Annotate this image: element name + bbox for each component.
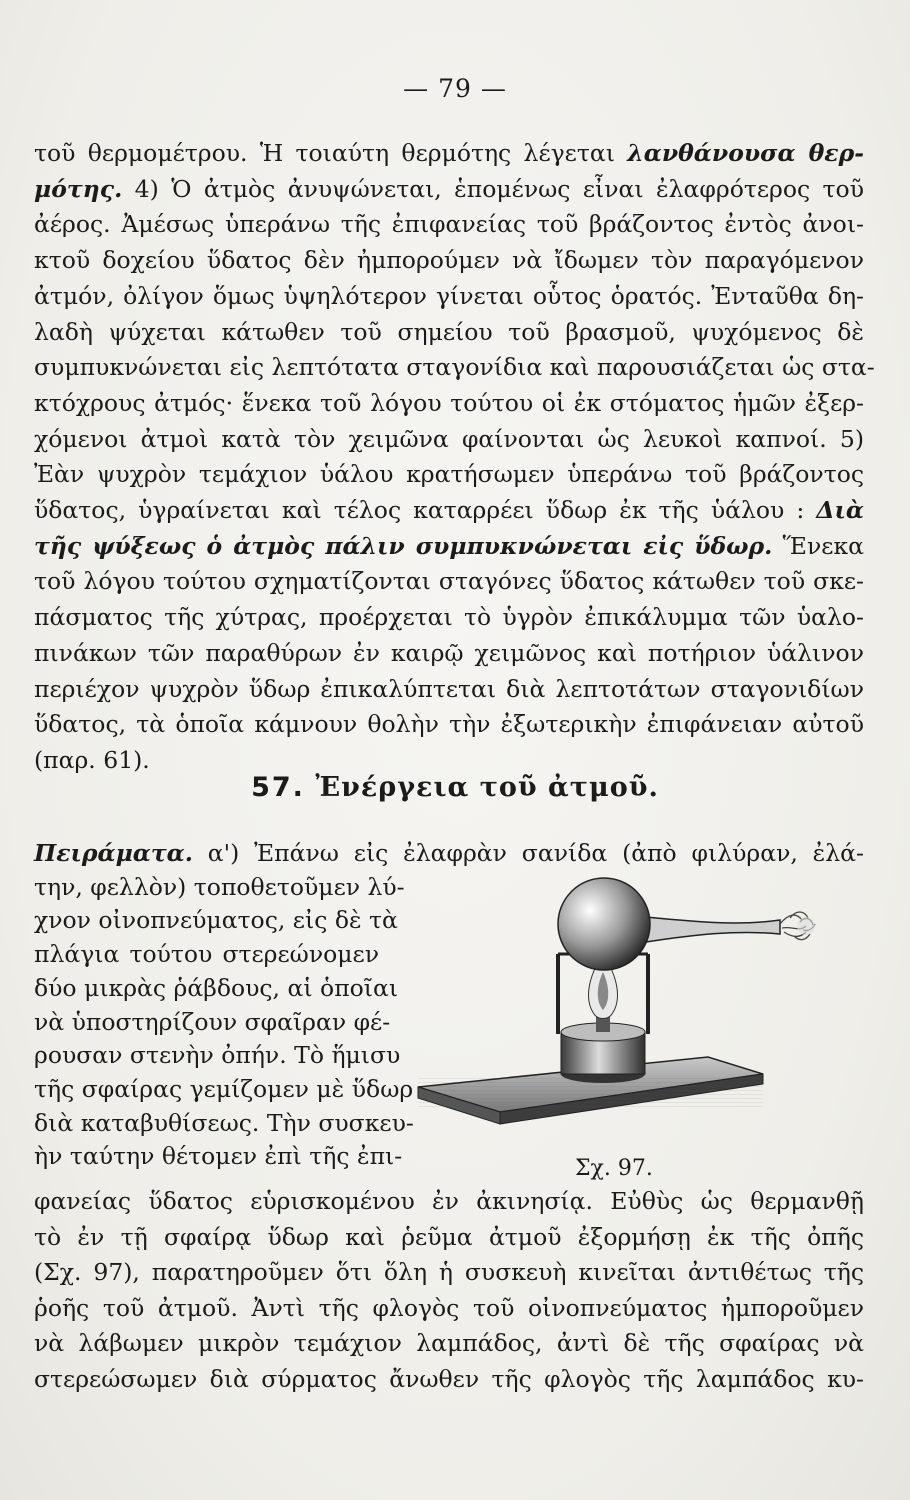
bottom-lines-text-line	[34, 1293, 864, 1323]
top-lines-text-line	[34, 566, 864, 596]
text-run: τῆς σφαίρας γεμίζομεν μὲ ὕδωρ	[34, 1074, 414, 1103]
top-lines-text-line	[34, 245, 864, 275]
text-run: ὴν ταύτην θέτομεν ἐπὶ τῆς ἐπι-	[34, 1142, 403, 1171]
text-run: (παρ. 61).	[34, 745, 150, 774]
emphasized-term: λανθάνουσα θερ-	[627, 139, 864, 167]
top-lines-text-line	[34, 638, 864, 668]
emphasized-term: τῆς ψύξεως ὁ ἀτμὸς πάλιν συμπυκνώνεται εἰς ὕδωρ.	[34, 531, 773, 560]
experiment-lines-text-line	[34, 1141, 403, 1171]
top-lines-text-line	[34, 495, 864, 525]
text-run: στερεώσωμεν διὰ σύρματος ἄνωθεν τῆς φλογὸς τῆς λαμπάδος κυ-	[34, 1364, 864, 1393]
top-lines-text-line	[34, 174, 864, 204]
text-run: Ἕνεκα	[772, 531, 864, 560]
text-run: (Σχ. 97), παρατηροῦμεν ὅτι ὅλη ἡ συσκευὴ κινεῖται ἀντιθέτως τῆς	[34, 1258, 864, 1286]
section-heading	[0, 772, 910, 803]
text-run: φανείας ὕδατος εὑρισκομένου ἐν ἀκινησίᾳ. Εὐθὺς ὡς θερμανθῇ	[34, 1187, 864, 1215]
experiment-lines-text-line	[34, 1108, 414, 1138]
figure-97-steam-reaction-apparatus	[408, 862, 838, 1152]
experiment-lines-text-line	[34, 905, 398, 935]
top-lines-text-line	[34, 459, 864, 489]
text-run: κτόχρους ἀτμός· ἕνεκα τοῦ λόγου τούτου οἱ ἐκ στόματος ἡμῶν ἐξερ-	[34, 388, 864, 417]
text-run: ὕδατος, ὑγραίνεται καὶ τέλος καταρρέει ὕδωρ ἐκ τῆς ὑάλου :	[34, 496, 817, 524]
text-run: τὸ ἐν τῇ σφαίρᾳ ὕδωρ καὶ ῥεῦμα ἀτμοῦ ἐξορμήσῃ ἐκ τῆς ὀπῆς	[34, 1222, 864, 1251]
top-lines-text-line	[34, 709, 864, 739]
text-run: πάσματος τῆς χύτρας, προέρχεται τὸ ὑγρὸν ἐπικάλυμμα τῶν ὑαλο-	[34, 603, 864, 632]
experiment-lines-text-line	[34, 973, 399, 1003]
page-number: — 79 —	[403, 74, 507, 103]
text-run: ἀτμόν, ὀλίγον ὅμως ὑψηλότερον γίνεται οὗτος ὁρατός. Ἐνταῦθα δη-	[34, 281, 864, 310]
top-lines-text-line	[34, 352, 875, 382]
top-lines-text-line	[34, 424, 864, 454]
top-lines-text-line	[34, 531, 864, 561]
text-run: α') Ἐπάνω εἰς ἐλαφρὰν σανίδα (ἀπὸ φιλύραν, ἐλά-	[192, 839, 864, 867]
experiment-lines-text-line	[34, 939, 379, 969]
text-run: ῥοῆς τοῦ ἀτμοῦ. Ἀντὶ τῆς φλογὸς τοῦ οἰνοπνεύματος ἠμποροῦμεν	[34, 1293, 864, 1322]
text-run: πινάκων τῶν παραθύρων ἐν καιρῷ χειμῶνος καὶ ποτήριον ὑάλινον	[34, 638, 864, 667]
text-run: χόμενοι ἀτμοὶ κατὰ τὸν χειμῶνα φαίνονται ὡς λευκοὶ καπνοί. 5)	[34, 424, 864, 453]
text-run: διὰ καταβυθίσεως. Τὴν συσκευ-	[34, 1108, 414, 1137]
top-lines-text-line	[34, 602, 864, 632]
text-run: ρουσαν στενὴν ὀπήν. Τὸ ἥμισυ	[34, 1041, 401, 1070]
top-lines-text-line	[34, 138, 864, 168]
emphasized-term: μότης.	[34, 174, 123, 203]
emphasized-term: Διὰ	[816, 496, 864, 524]
text-run: την, φελλὸν) τοποθετοῦμεν λύ-	[34, 872, 405, 901]
top-lines-text-line	[34, 745, 864, 775]
bottom-lines-text-line	[34, 1186, 864, 1216]
top-lines-text-line	[34, 209, 864, 239]
text-run: κτοῦ δοχείου ὕδατος δὲν ἠμπορούμεν νὰ ἴδωμεν τὸν παραγόμενον	[34, 246, 864, 275]
top-lines-text-line	[34, 388, 864, 418]
bottom-lines-text-line	[34, 1257, 864, 1287]
bottom-lines-text-line	[34, 1364, 864, 1394]
section-number: 57.	[251, 772, 305, 803]
top-lines-text-line	[34, 281, 864, 311]
text-run: νὰ ὑποστηρίζουν σφαῖραν φέ-	[34, 1007, 391, 1036]
text-run: δύο μικρὰς ῥάβδους, αἱ ὁποῖαι	[34, 973, 399, 1002]
text-run: τοῦ θερμομέτρου. Ἡ τοιαύτη θερμότης λέγεται	[34, 139, 628, 167]
section-title: Ἐνέργεια τοῦ ἀτμοῦ.	[315, 772, 659, 803]
text-run: περιέχον ψυχρὸν ὕδωρ ἐπικαλύπτεται διὰ λεπτοτάτων σταγονιδίων	[34, 674, 864, 703]
text-run: λαδὴ ψύχεται κάτωθεν τοῦ σημείου τοῦ βρασμοῦ, ψυχόμενος δὲ	[34, 317, 864, 346]
experiment-lines-text-line	[34, 1040, 401, 1070]
text-run: ἀέρος. Ἀμέσως ὑπεράνω τῆς ἐπιφανείας τοῦ βράζοντος ἐντὸς ἀνοι-	[34, 210, 864, 239]
bottom-lines-text-line	[34, 1328, 864, 1358]
text-run: τοῦ λόγου τούτου σχηματίζονται σταγόνες ὕδατος κάτωθεν τοῦ σκε-	[34, 567, 864, 596]
bottom-lines-text-line	[34, 1222, 864, 1252]
experiment-lines-text-line	[34, 1007, 391, 1037]
top-lines-text-line	[34, 674, 864, 704]
emphasized-term: Πειράματα.	[34, 839, 193, 867]
text-run: πλάγια τούτου στερεώνομεν	[34, 940, 379, 969]
experiment-lines-text-line	[34, 872, 405, 902]
figure-caption: Σχ. 97.	[575, 1156, 653, 1181]
text-run: νὰ λάβωμεν μικρὸν τεμάχιον λαμπάδος, ἀντὶ δὲ τῆς σφαίρας νὰ	[34, 1329, 864, 1357]
text-run: ὕδατος, τὰ ὁποῖα κάμνουν θολὴν τὴν ἐξωτερικὴν ἐπιφάνειαν αὐτοῦ	[34, 710, 864, 739]
text-run: χνον οἰνοπνεύματος, εἰς δὲ τὰ	[34, 906, 398, 935]
text-run: συμπυκνώνεται εἰς λεπτότατα σταγονίδια καὶ παρουσιάζεται ὡς στα-	[34, 353, 875, 382]
text-run: Ἐὰν ψυχρὸν τεμάχιον ὑάλου κρατήσωμεν ὑπεράνω τοῦ βράζοντος	[34, 460, 864, 489]
top-lines-text-line	[34, 317, 864, 347]
text-run: 4) Ὁ ἀτμὸς ἀνυψώνεται, ἑπομένως εἶναι ἐλαφρότερος τοῦ	[122, 174, 864, 203]
experiment-lines-text-line	[34, 1074, 414, 1104]
